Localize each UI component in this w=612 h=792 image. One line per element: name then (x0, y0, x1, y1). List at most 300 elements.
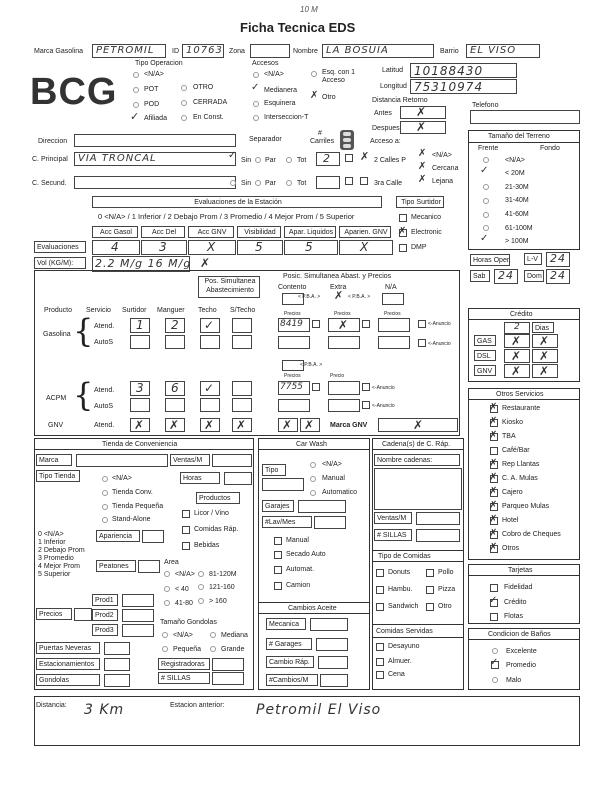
tipo-op-en-const: En Const. (193, 114, 224, 121)
radio-tamano-4[interactable] (483, 212, 489, 218)
acpm-techo-field[interactable] (200, 381, 220, 396)
telefono-field[interactable] (470, 110, 580, 124)
latitud-value: 10188430 (414, 64, 484, 78)
c-secund-field[interactable] (74, 176, 236, 189)
bano-0-label: Excelente (506, 648, 537, 655)
acceso-cercana: Cercana (432, 165, 459, 172)
bano-2-radio[interactable] (492, 677, 498, 683)
antes-label: Antes (374, 110, 392, 117)
gas-extra-x-mark: ✗ (338, 318, 349, 332)
tienda-tipo-radio-2[interactable] (102, 504, 108, 510)
serv-7-label: Parqueo Mulas (502, 503, 550, 510)
gas-surtidor-value: 1 (136, 318, 145, 332)
nombre-field[interactable] (322, 44, 434, 58)
radio-par-secund[interactable] (255, 180, 261, 186)
garages-field[interactable] (316, 638, 348, 651)
servida-0: Desayuno (388, 643, 420, 650)
comida-2-checkbox[interactable] (376, 586, 384, 594)
tienda-precios-field[interactable] (74, 608, 92, 621)
c-principal-par: Par (265, 157, 276, 164)
vol-value: 2.2 M/g 16 M/g (95, 257, 192, 270)
tamano-divider (468, 142, 580, 143)
tienda-horas-field[interactable] (224, 472, 252, 485)
tienda-horas-label: Horas (180, 472, 220, 484)
gnv-precio-1[interactable] (278, 418, 298, 432)
despues-field[interactable] (400, 121, 446, 134)
serv-7-x: ✗ (489, 500, 498, 511)
longitud-field[interactable] (410, 79, 517, 94)
acpm-autos-label: AutoS (94, 403, 114, 410)
direccion-field[interactable] (74, 134, 236, 147)
tarjeta-1-label: Crédito (504, 599, 527, 606)
acpm-autos-precio-2[interactable] (328, 399, 360, 412)
acpm-stecho-field[interactable] (232, 381, 252, 396)
tipo-op-pod: POD (144, 101, 160, 108)
acpm-surtidor-field[interactable] (130, 381, 150, 396)
carriles-principal-field[interactable] (316, 152, 340, 166)
tienda-tipo-0: <N/A> (112, 475, 132, 482)
c-secund-par: Par (265, 180, 276, 187)
radio-otro[interactable] (181, 85, 187, 91)
acceso-cercana-x-mark: ✗ (418, 161, 427, 172)
servida-0-checkbox[interactable] (376, 643, 384, 651)
prod-opt-2-checkbox[interactable] (182, 542, 190, 550)
cadenas-sillas-field[interactable] (416, 529, 460, 542)
antes-field[interactable] (400, 106, 446, 119)
mecanica-label: Mecanica (266, 618, 306, 630)
lv-label: L-V (524, 253, 542, 265)
nombre-cadenas-field[interactable] (374, 468, 462, 510)
tienda-tipo-radio-3[interactable] (102, 517, 108, 523)
credito-gas-dias-x: ✗ (539, 334, 550, 348)
carwash-tipo-field[interactable] (262, 478, 304, 491)
medianera-check-mark: ✓ (251, 82, 260, 93)
area-label: Area (164, 559, 179, 566)
eval-value-4[interactable] (284, 240, 338, 255)
gas-surtidor-field[interactable] (130, 318, 150, 333)
carwash-radio-1[interactable] (310, 476, 316, 482)
gnv-precio-2[interactable] (300, 418, 320, 432)
tipo-comidas-divider (372, 561, 464, 562)
header-surtidor: Surtidor (122, 307, 147, 314)
gas-techo-field[interactable] (200, 318, 220, 333)
tienda-tipo-radio-0[interactable] (102, 476, 108, 482)
prod-opt-1-checkbox[interactable] (182, 526, 190, 534)
prod1-field[interactable] (122, 594, 154, 607)
acpm-autos-manguer-field[interactable] (165, 398, 185, 412)
gas-precio-extra[interactable] (328, 318, 360, 332)
comida-1-checkbox[interactable] (426, 569, 434, 577)
cambios-divider (258, 613, 370, 614)
lav-mes-field[interactable] (314, 516, 346, 529)
radio-interseccion[interactable] (253, 115, 259, 121)
tienda-scale-3: 3 Promedio (38, 555, 74, 562)
tipo-operacion-label: Tipo Operacion (135, 60, 183, 67)
gas-autos-anuncio-check[interactable] (418, 339, 426, 347)
acpm-precios-label-1: Precios (284, 373, 301, 379)
gas-autos-stecho-field[interactable] (232, 335, 252, 349)
cw-item-1: Secado Auto (286, 551, 326, 558)
secund-checkbox-a[interactable] (345, 177, 353, 185)
distancia-value: 3 Km (84, 702, 125, 718)
radio-en-const[interactable] (181, 115, 187, 121)
extra-x-mark: ✗ (334, 289, 344, 302)
area-opt-5: > 160 (209, 598, 227, 605)
id-value: 10763 (186, 45, 223, 56)
apariencia-field[interactable] (142, 530, 164, 543)
acpm-atend-label: Atend. (94, 387, 115, 394)
gnv-stecho-field[interactable] (232, 418, 252, 432)
credito-count-field[interactable] (504, 322, 530, 334)
accesos-medianera: Medianera (264, 87, 298, 94)
c-secund-tot: Tot (297, 180, 307, 187)
marca-gnv-label: Marca GNV (330, 422, 368, 429)
id-label: ID (172, 48, 179, 55)
gas-contento-check[interactable] (312, 320, 320, 328)
tienda-marca-field[interactable] (76, 454, 168, 467)
carwash-opt-1: Manual (322, 475, 345, 482)
sab-field[interactable] (494, 269, 518, 284)
eval-value-3[interactable] (237, 240, 283, 255)
credito-divider (468, 319, 580, 320)
tamano-frente: Frente (478, 145, 499, 152)
prod2-field[interactable] (122, 609, 154, 622)
eval-value-5[interactable] (339, 240, 393, 255)
despues-label: Despues (372, 125, 400, 132)
acpm-precio-value: 7755 (280, 382, 303, 392)
acpm-autos-stecho-field[interactable] (232, 398, 252, 412)
estacionamientos-label: Estacionamientos (36, 658, 100, 670)
gondolas-field[interactable] (104, 674, 130, 687)
header-producto: Producto (44, 307, 73, 314)
tarjeta-2-checkbox[interactable] (490, 613, 498, 621)
registradoras-field[interactable] (212, 658, 244, 671)
gas-autos-precio-1[interactable] (278, 336, 310, 349)
cambios-m-label: #Cambios/M (266, 674, 318, 686)
eval-value-2-text: X (207, 240, 217, 254)
dom-field[interactable] (546, 269, 570, 284)
tipo-op-pot: POT (144, 86, 159, 93)
gnv-techo-field[interactable] (200, 418, 220, 432)
gnv-manguer-x: ✗ (169, 418, 180, 432)
lav-mes-label: #Lav/Mes (262, 516, 312, 528)
cw-check-2[interactable] (274, 566, 282, 574)
gas-extra-check[interactable] (362, 320, 370, 328)
radio-esquinera[interactable] (253, 101, 259, 107)
credito-gas-field[interactable] (504, 334, 530, 348)
acpm-manguer-value: 6 (171, 381, 180, 395)
gas-precio-value: 8419 (280, 319, 303, 329)
area-radio-3[interactable] (198, 571, 204, 577)
gond-radio-2[interactable] (210, 632, 216, 638)
serv-5-label: C. A. Mulas (502, 475, 538, 482)
gnv-stecho-x: ✗ (236, 418, 247, 432)
marca-gnv-x: ✗ (413, 418, 424, 432)
c-principal-field[interactable] (74, 152, 236, 166)
gas-atend-label: Atend. (94, 323, 115, 330)
eval-value-1-text: 3 (159, 240, 168, 254)
apariencia-label: Apariencia (96, 530, 140, 542)
acpm-autos-precio-1[interactable] (278, 399, 310, 412)
acceso-lejana-x-mark: ✗ (418, 174, 427, 185)
cambios-m-field[interactable] (320, 674, 348, 687)
acpm-contento-check[interactable] (312, 383, 320, 391)
acpm-autos-anuncio-check[interactable] (362, 401, 370, 409)
sab-label: Sab (470, 270, 490, 282)
tamano-gondolas-label: Tamaño Gondolas (160, 619, 217, 626)
radio-accesos-na[interactable] (253, 72, 259, 78)
gas-precio-na[interactable] (378, 318, 410, 332)
header-manguer: Manguer (157, 307, 185, 314)
separador-label: Separador (249, 136, 282, 143)
bano-1-check: ✓ (490, 657, 499, 668)
carwash-radio-0[interactable] (310, 462, 316, 468)
eval-value-2[interactable] (188, 240, 236, 255)
carwash-title: Car Wash (296, 441, 327, 448)
productos-label: Productos (196, 492, 240, 504)
tipo-op-na: <N/A> (144, 71, 164, 78)
comida-0-checkbox[interactable] (376, 569, 384, 577)
eval-value-1[interactable] (141, 240, 187, 255)
nombre-label: Nombre (293, 48, 318, 55)
comidas-servidas-title: Comidas Servidas (376, 628, 433, 635)
garages-label: # Garages (266, 638, 312, 650)
area-radio-1[interactable] (164, 586, 170, 592)
tienda-ventas-field[interactable] (212, 454, 252, 467)
cw-item-0: Manual (286, 537, 309, 544)
cw-check-0[interactable] (274, 537, 282, 545)
gas-autos-precio-3[interactable] (378, 336, 410, 349)
prod2-label: Prod2 (92, 609, 118, 621)
tienda-marca-label: Marca (36, 454, 72, 466)
mecanica-field[interactable] (310, 618, 348, 631)
acpm-precio-contento[interactable] (278, 381, 310, 395)
na-box[interactable] (382, 293, 404, 305)
gas-precios-label-3: Precios (384, 311, 401, 317)
cambio-rap-field[interactable] (318, 656, 348, 669)
tipo-comidas-title: Tipo de Comidas (378, 553, 431, 560)
pba-label-2: < P.B.A. > (348, 294, 371, 300)
prod-opt-2: Bebidas (194, 542, 220, 549)
tipo-op-afiliada: Afiliada (144, 115, 167, 122)
credito-row-gnv: GNV (474, 365, 496, 376)
radio-na[interactable] (133, 72, 139, 78)
area-radio-5[interactable] (198, 598, 204, 604)
estacionamientos-field[interactable] (104, 658, 130, 671)
gnv-techo-x: ✗ (204, 418, 215, 432)
evaluaciones-scale: 0 <N/A> / 1 Inferior / 2 Debajo Prom / 3 Promedio / 4 Mejor Prom / 5 Superior (98, 212, 355, 221)
header-techo: Techo (198, 307, 217, 314)
gond-radio-0[interactable] (162, 632, 168, 638)
carwash-radio-2[interactable] (310, 490, 316, 496)
tarjeta-0-checkbox[interactable] (490, 584, 498, 592)
marca-gasolina-value: PETROMIL (96, 45, 155, 56)
gnv-manguer-field[interactable] (165, 418, 185, 432)
dom-label: Dom (524, 270, 544, 282)
lv-field[interactable] (546, 252, 570, 267)
latitud-field[interactable] (410, 63, 517, 78)
servida-1: Almuer. (388, 658, 412, 665)
tamano-opt-2: 21-30M (505, 184, 529, 191)
radio-tamano-5[interactable] (483, 225, 489, 231)
sin-check-mark: ✓ (228, 150, 237, 161)
serv-3-checkbox[interactable] (490, 447, 498, 455)
credito-row-gas: GAS (474, 335, 496, 346)
area-opt-0: <N/A> (175, 571, 195, 578)
header-s-techo: S/Techo (230, 307, 256, 314)
tamano-opt-1: < 20M (505, 170, 525, 177)
credito-dsl-dias[interactable] (532, 349, 558, 363)
otros-servicios-title: Otros Servicios (496, 391, 544, 398)
eval-col-4: Apar. Liquidos (284, 226, 336, 238)
gas-manguer-field[interactable] (165, 318, 185, 333)
extra-label: Extra (330, 284, 347, 291)
dmp-checkbox[interactable] (399, 244, 407, 252)
prod-opt-0-checkbox[interactable] (182, 510, 190, 518)
tipo-op-otro: OTRO (193, 84, 214, 91)
gas-autos-anuncio-label: <-Anuncio (428, 341, 451, 347)
pba-label-1: < P.B.A. > (298, 294, 321, 300)
eval-value-0-text: 4 (111, 240, 120, 254)
na-label: N/A (385, 284, 397, 291)
marca-gasolina-field[interactable] (92, 44, 166, 58)
servida-2-checkbox[interactable] (376, 671, 384, 679)
credito-gnv-dias[interactable] (532, 364, 558, 378)
eval-value-0[interactable] (92, 240, 140, 255)
radio-sin-secund[interactable] (230, 180, 236, 186)
gnv-label: GNV (48, 422, 64, 429)
afiliada-check-mark: ✓ (130, 110, 140, 123)
area-radio-2[interactable] (164, 600, 170, 606)
cambio-rap-label: Cambio Ráp. (266, 656, 314, 668)
gnv-surtidor-field[interactable] (130, 418, 150, 432)
credito-gas-dias[interactable] (532, 334, 558, 348)
carriles-label: # Carriles (310, 130, 335, 145)
c-principal-value: VIA TRONCAL (78, 153, 157, 164)
tienda-tipo-radio-1[interactable] (102, 490, 108, 496)
comida-2: Hambu. (388, 586, 413, 593)
tamano-opt-6: > 100M (505, 238, 529, 245)
acpm-precio-extra[interactable] (328, 381, 360, 395)
gas-precio-contento[interactable] (278, 318, 310, 332)
secund-checkbox-b[interactable] (360, 177, 368, 185)
comida-1: Pollo (438, 569, 454, 576)
zona-field[interactable] (250, 44, 290, 58)
radio-pot[interactable] (133, 87, 139, 93)
serv-8-label: Hotel (502, 517, 519, 524)
marca-gnv-field[interactable] (378, 418, 458, 432)
cadenas-title: Cadena(s) de C. Ráp. (382, 441, 451, 448)
gas-autos-manguer-field[interactable] (165, 335, 185, 349)
cw-check-1[interactable] (274, 551, 282, 559)
gas-autos-techo-field[interactable] (200, 335, 220, 349)
eval-col-1: Acc Del (141, 226, 185, 238)
carriles-checkbox[interactable] (345, 154, 353, 162)
servida-1-checkbox[interactable] (376, 658, 384, 666)
radio-tamano-2[interactable] (483, 184, 489, 190)
serv-10-x: ✗ (489, 542, 498, 553)
acpm-autos-techo-field[interactable] (200, 398, 220, 412)
gas-precios-label-2: Precios (334, 311, 351, 317)
garajes-label: Garajes (262, 500, 294, 512)
credito-dsl-dias-x: ✗ (539, 349, 550, 363)
lv-value: 24 (550, 252, 566, 265)
dos-calles-label: 2 Calles P (374, 157, 406, 164)
tienda-scale-4: 4 Mejor Prom (38, 563, 81, 570)
gas-autos-precio-2[interactable] (328, 336, 360, 349)
electronic-x-mark: ✗ (398, 226, 407, 237)
cadenas-ventas-field[interactable] (416, 512, 460, 525)
distancia-label: Distancia: (36, 702, 67, 709)
tarjeta-0-label: Fidelidad (504, 584, 533, 591)
credito-gnv-field[interactable] (504, 364, 530, 378)
radio-tamano-3[interactable] (483, 198, 489, 204)
barrio-field[interactable] (466, 44, 540, 58)
comida-5-checkbox[interactable] (426, 603, 434, 611)
carriles-secund-field[interactable] (316, 176, 340, 189)
radio-par-principal[interactable] (255, 157, 261, 163)
tienda-sillas-field[interactable] (212, 672, 244, 685)
credito-dsl-field[interactable] (504, 349, 530, 363)
puertas-field[interactable] (104, 642, 130, 655)
acpm-autos-surtidor-field[interactable] (130, 398, 150, 412)
gnv-precio-1-x: ✗ (282, 418, 293, 432)
area-radio-4[interactable] (198, 584, 204, 590)
eval-col-2: Acc GNV (188, 226, 234, 238)
tamano-opt-5: 61-100M (505, 225, 533, 232)
estacion-anterior-value: Petromil El Viso (256, 702, 382, 718)
comida-3: Pizza (438, 586, 456, 593)
mecanico-checkbox[interactable] (399, 214, 407, 222)
radio-tot-secund[interactable] (286, 180, 292, 186)
radio-cerrada[interactable] (181, 100, 187, 106)
serv-3-label: Café/Bar (502, 447, 530, 454)
cw-check-3[interactable] (274, 582, 282, 590)
radio-tot-principal[interactable] (286, 157, 292, 163)
gond-opt-2: Mediana (221, 632, 248, 639)
gond-radio-1[interactable] (162, 646, 168, 652)
prod-opt-1: Comidas Ráp. (194, 526, 239, 533)
bano-0-radio[interactable] (492, 648, 498, 654)
comida-3-checkbox[interactable] (426, 586, 434, 594)
serv-4-label: Rep Llantas (502, 461, 540, 468)
cadenas-divider (372, 449, 464, 450)
area-opt-1: < 40 (175, 586, 189, 593)
comida-4-checkbox[interactable] (376, 603, 384, 611)
radio-tamano-0[interactable] (483, 157, 489, 163)
accesos-label: Accesos (252, 60, 279, 67)
gas-autos-surtidor-field[interactable] (130, 335, 150, 349)
gas-stecho-field[interactable] (232, 318, 252, 333)
acceso-lejana: Lejana (432, 178, 454, 185)
dom-value: 24 (550, 269, 566, 282)
gond-radio-3[interactable] (210, 646, 216, 652)
acpm-label: ACPM (46, 395, 67, 402)
area-radio-0[interactable] (164, 571, 170, 577)
peatones-field[interactable] (138, 560, 160, 573)
radio-pod[interactable] (133, 102, 139, 108)
acceso-na-x-mark: ✗ (418, 148, 427, 159)
gas-anuncio-check[interactable] (418, 320, 426, 328)
garajes-field[interactable] (298, 500, 346, 513)
id-field[interactable] (182, 44, 224, 58)
acpm-manguer-field[interactable] (165, 381, 185, 396)
acpm-anuncio-check[interactable] (362, 383, 370, 391)
otro-check-mark: ✗ (310, 90, 319, 101)
prod3-field[interactable] (122, 624, 154, 637)
barrio-value: EL VISO (470, 45, 517, 56)
radio-esq-con[interactable] (311, 71, 317, 77)
